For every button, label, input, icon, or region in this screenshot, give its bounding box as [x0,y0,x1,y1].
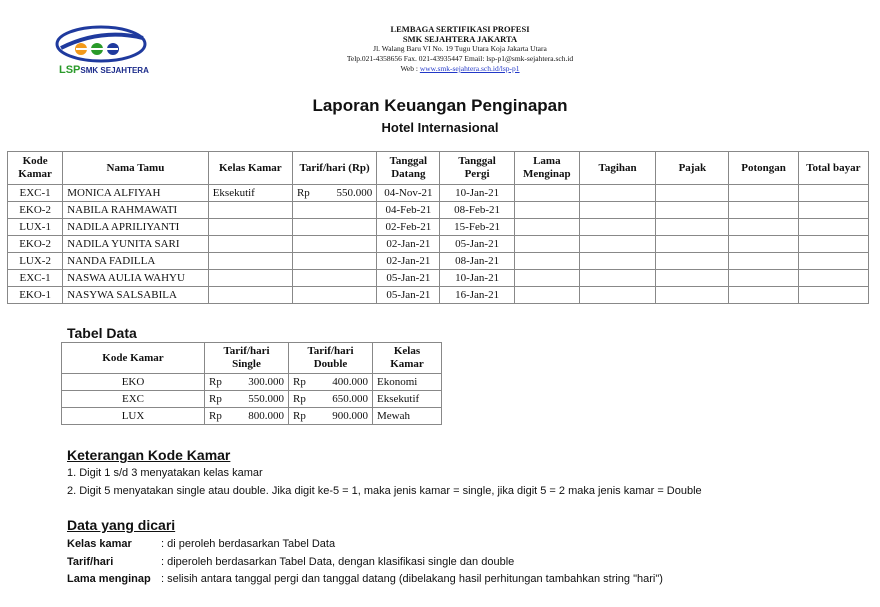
table-cell [579,185,655,202]
header-cell: Potongan [729,152,798,185]
table-cell [208,219,292,236]
table-cell: EXC [62,391,205,408]
dicari-item: Tarif/hari : diperoleh berdasarkan Tabel Data, dengan klasifikasi single dan double [67,556,515,568]
logo-emblem-icon [55,24,155,68]
table-cell: 02-Jan-21 [377,236,440,253]
table-cell [292,236,376,253]
table-cell [798,287,868,304]
table-cell: 05-Jan-21 [377,270,440,287]
table-row [8,253,869,270]
table-cell: 04-Nov-21 [377,185,440,202]
table-cell [208,236,292,253]
header-cell: Tarif/hari Double [289,343,373,374]
table-cell [729,270,798,287]
table-cell [292,270,376,287]
table-cell: LUX-1 [8,219,63,236]
table-cell [208,202,292,219]
table-cell: Rp 300.000 [205,374,289,391]
header-cell: Kode Kamar [62,343,205,374]
table-cell [292,202,376,219]
table-cell [579,236,655,253]
table-cell: Mewah [373,408,442,425]
table-cell [514,270,579,287]
keterangan-line: 2. Digit 5 menyatakan single atau double. Jika digit ke-5 = 1, maka jenis kamar = single, jika digit 5 = 2 maka jenis kamar = Double [67,485,702,497]
table-cell [798,236,868,253]
table-row [62,391,442,408]
table-cell [656,202,729,219]
keterangan-line: 1. Digit 1 s/d 3 menyatakan kelas kamar [67,467,263,479]
table-cell: 10-Jan-21 [440,185,514,202]
table-cell: EXC-1 [8,270,63,287]
header-cell: Lama Menginap [514,152,579,185]
table-cell: Rp 650.000 [289,391,373,408]
header-cell: Kelas Kamar [208,152,292,185]
table-cell: EKO-2 [8,236,63,253]
data-table-title: Tabel Data [67,325,137,341]
table-cell [729,236,798,253]
table-row [62,408,442,425]
header-cell: Tagihan [579,152,655,185]
table-cell: EKO-1 [8,287,63,304]
table-cell: Ekonomi [373,374,442,391]
header-cell: Tarif/hari Single [205,343,289,374]
header-cell: Nama Tamu [63,152,209,185]
table-cell [656,253,729,270]
table-cell [656,236,729,253]
table-cell: EKO-2 [8,202,63,219]
table-cell [514,202,579,219]
header-cell: Kelas Kamar [373,343,442,374]
table-cell [208,287,292,304]
table-cell: NADILA YUNITA SARI [63,236,209,253]
table-cell [514,253,579,270]
header-cell: Tarif/hari (Rp) [292,152,376,185]
logo-text: LSPSMK SEJAHTERA [59,64,149,76]
table-cell: EXC-1 [8,185,63,202]
data-table [61,342,442,425]
table-cell [292,287,376,304]
table-cell [798,253,868,270]
table-cell [514,185,579,202]
table-cell [798,270,868,287]
table-cell: NASYWA SALSABILA [63,287,209,304]
table-row [8,236,869,253]
table-cell: 16-Jan-21 [440,287,514,304]
table-row [8,185,869,202]
table-cell [579,202,655,219]
letterhead [250,24,670,74]
table-cell [208,253,292,270]
table-row [8,202,869,219]
table-cell [514,287,579,304]
table-cell: Eksekutif [373,391,442,408]
table-cell: Rp 800.000 [205,408,289,425]
report-title: Laporan Keuangan Penginapan [312,96,568,115]
table-row [8,287,869,304]
table-cell [579,270,655,287]
table-cell: 04-Feb-21 [377,202,440,219]
table-cell: Eksekutif [208,185,292,202]
table-cell [292,219,376,236]
table-cell: Rp 550.000 [205,391,289,408]
table-cell [514,219,579,236]
table-cell [656,287,729,304]
lsp-logo [55,24,155,80]
dicari-item: Lama menginap : selisih antara tanggal pergi dan tanggal datang (dibelakang hasil perhitungan tambahkan string "hari") [67,573,663,585]
table-row [8,270,869,287]
table-cell: NANDA FADILLA [63,253,209,270]
table-cell: 08-Feb-21 [440,202,514,219]
table-cell [798,185,868,202]
main-table-header [8,152,869,185]
table-cell: 05-Jan-21 [377,287,440,304]
web-link[interactable]: www.smk-sejahtera.sch.id/lsp-p1 [419,64,520,73]
header-cell: Tanggal Datang [377,152,440,185]
table-cell [656,185,729,202]
table-cell: 02-Jan-21 [377,253,440,270]
table-cell: NABILA RAHMAWATI [63,202,209,219]
table-cell [514,236,579,253]
table-cell: 15-Feb-21 [440,219,514,236]
address: Jl. Walang Baru VI No. 19 Tugu Utara Koja Jakarta Utara [373,44,547,53]
main-table [7,151,869,304]
data-table-header [62,343,442,374]
table-cell: EKO [62,374,205,391]
header-cell: Pajak [656,152,729,185]
table-cell: LUX-2 [8,253,63,270]
dicari-title: Data yang dicari [67,517,176,533]
table-cell [729,219,798,236]
table-cell [292,253,376,270]
header-cell: Total bayar [798,152,868,185]
table-cell [729,185,798,202]
dicari-item: Kelas kamar : di peroleh berdasarkan Tabel Data [67,538,336,550]
table-cell: MONICA ALFIYAH [63,185,209,202]
table-cell [729,202,798,219]
school-name: SMK SEJAHTERA JAKARTA [402,34,518,44]
table-row [8,219,869,236]
table-cell [798,219,868,236]
table-cell [729,253,798,270]
table-cell: Rp 900.000 [289,408,373,425]
table-cell: Rp 400.000 [289,374,373,391]
table-cell: NADILA APRILIYANTI [63,219,209,236]
table-cell [579,219,655,236]
table-cell [656,219,729,236]
header-cell: Kode Kamar [8,152,63,185]
header-cell: Tanggal Pergi [440,152,514,185]
org-name: LEMBAGA SERTIFIKASI PROFESI [390,24,530,34]
table-cell: 10-Jan-21 [440,270,514,287]
table-cell: 02-Feb-21 [377,219,440,236]
table-cell [729,287,798,304]
table-cell: 05-Jan-21 [440,236,514,253]
table-cell [208,270,292,287]
table-cell: NASWA AULIA WAHYU [63,270,209,287]
table-cell: Rp 550.000 [292,185,376,202]
table-cell [656,270,729,287]
report-subtitle: Hotel Internasional [381,120,499,135]
table-cell: LUX [62,408,205,425]
keterangan-title: Keterangan Kode Kamar [67,447,231,463]
contact: Telp.021-4358656 Fax. 021-43935447 Email: lsp-p1@smk-sejahtera.sch.id [346,54,574,63]
web-label: Web : [400,64,418,73]
table-cell [579,287,655,304]
table-cell [798,202,868,219]
table-cell: 08-Jan-21 [440,253,514,270]
table-row [62,374,442,391]
table-cell [579,253,655,270]
